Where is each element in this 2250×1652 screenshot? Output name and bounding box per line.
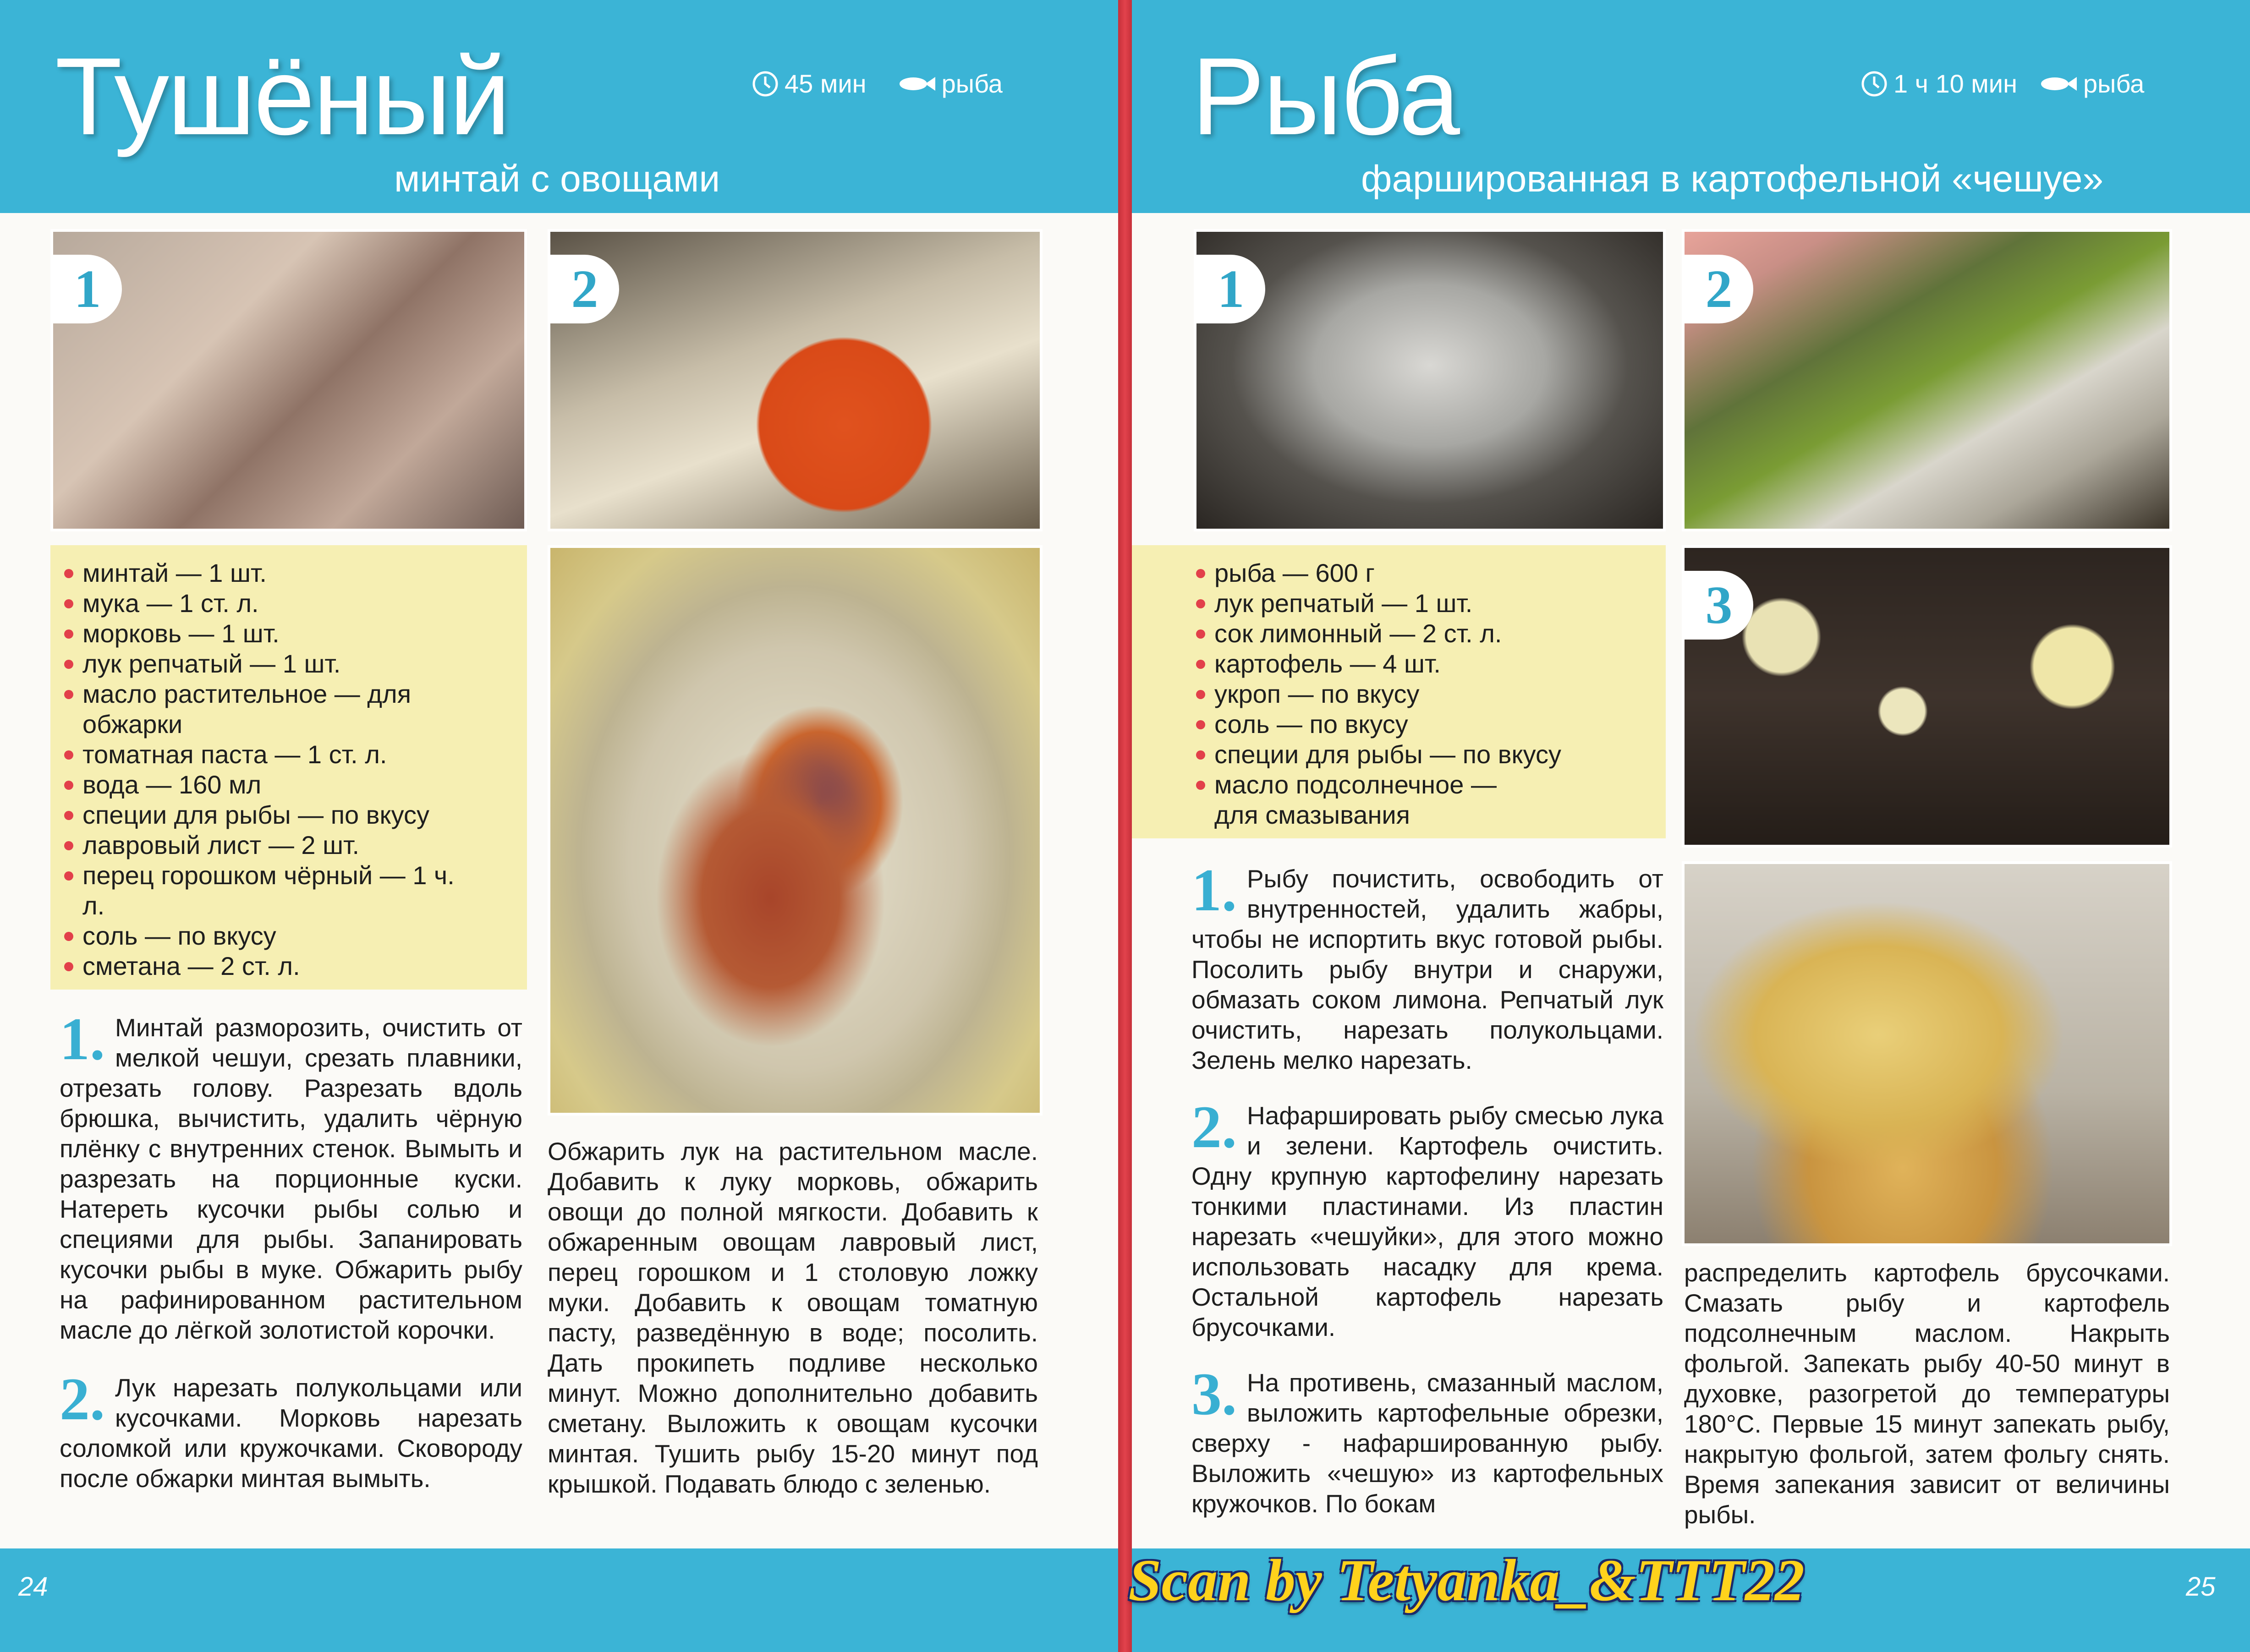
recipe-subtitle: фаршированная в картофельной «чешуе»: [1361, 158, 2104, 200]
step-1-paragraph: [1191, 856, 1663, 1075]
left-steps: [60, 1005, 522, 1493]
step-2-badge: 2: [550, 255, 619, 323]
step-2-number: 2.: [1191, 1093, 1237, 1160]
step-3-photo: [1682, 545, 2172, 848]
ingredient-item: сок лимонный — 2 ст. л.: [1191, 618, 1666, 649]
recipe-title: Рыба: [1191, 35, 1459, 158]
ingredient-item: сметана — 2 ст. л.: [60, 951, 518, 981]
recipe-subtitle: минтай с овощами: [394, 158, 720, 200]
ingredient-item: минтай — 1 шт.: [60, 558, 518, 588]
step-1-photo: [50, 229, 527, 531]
clock-icon: [1860, 70, 1888, 98]
ingredient-item: морковь — 1 шт.: [60, 618, 518, 649]
book-spine: [1118, 0, 1132, 1652]
step-2-paragraph: [60, 1365, 522, 1493]
step-1-badge: 1: [53, 255, 122, 323]
ingredient-item: масло растительное — для обжарки: [60, 679, 458, 739]
step-2-badge: 2: [1685, 255, 1753, 323]
step-2-number: 2.: [60, 1365, 105, 1433]
ingredient-item: лук репчатый — 1 шт.: [1191, 588, 1666, 618]
page-number: 24: [18, 1572, 48, 1602]
category-label: рыба: [2083, 69, 2145, 98]
ingredient-item: лук репчатый — 1 шт.: [60, 649, 518, 679]
cooking-time: 1 ч 10 мин: [1893, 69, 2017, 98]
ingredient-item: соль — по вкусу: [1191, 709, 1666, 739]
right-header: [1132, 0, 2250, 213]
step-1-number: 1.: [60, 1005, 105, 1072]
step-2-photo: [548, 229, 1043, 531]
right-page: [1132, 0, 2250, 1652]
fish-icon: [2036, 72, 2078, 95]
ingredient-item: специи для рыбы — по вкусу: [1191, 739, 1666, 770]
step-1-photo: [1194, 229, 1666, 531]
clock-icon: [752, 70, 779, 98]
ingredient-item: масло подсолнечное — для смазывания: [1191, 770, 1535, 830]
right-continuation: распределить картофель брусочками. Смазать рыбу и картофель подсолнечным маслом. Накрыть фольгой. Запекать рыбу 40-50 минут в духовке, разогретой до температуры 180°С. Первые 15 минут запекать рыбу, накрытую фольгой, затем фольгу снять. Время запекания зависит от величины рыбы.: [1684, 1258, 2170, 1529]
step-3-number: 3.: [1191, 1360, 1237, 1428]
ingredient-item: вода — 160 мл: [60, 770, 518, 800]
step-1-paragraph: [60, 1005, 522, 1345]
step-2-photo: [1682, 229, 2172, 531]
step-3-text: На противень, смазанный маслом, выложить картофельные обрезки, сверху - нафаршированную рыбу. Выложить «чешую» из картофельных кружочков. По бокам: [1191, 1368, 1663, 1518]
step-1-number: 1.: [1191, 856, 1237, 924]
ingredients-list: [1191, 558, 1666, 830]
left-header: [0, 0, 1118, 213]
ingredient-item: картофель — 4 шт.: [1191, 649, 1666, 679]
page-number: 25: [2186, 1572, 2216, 1602]
recipe-meta: [752, 69, 1003, 98]
left-page: [0, 0, 1118, 1652]
left-footer: [0, 1548, 1118, 1652]
right-steps: [1191, 856, 1663, 1519]
recipe-title: Тушёный: [55, 35, 509, 158]
step-1-text: Минтай разморозить, очистить от мелкой чешуи, срезать плавники, отрезать голову. Разрезать вдоль брюшка, вычистить, удалить чёрную плёнку с внутренних стенок. Вымыть и разрезать на порционные куски. Натереть кусочки рыбы солью и специями для рыбы. Запанировать кусочки рыбы в муке. Обжарить рыбу на рафинированном растительном масле до лёгкой золотистой корочки.: [60, 1013, 522, 1344]
step-2-paragraph: [1191, 1093, 1663, 1342]
fish-icon: [895, 72, 936, 95]
step-3-badge: 3: [1685, 571, 1753, 640]
ingredients-list: [60, 558, 518, 981]
ingredient-item: специи для рыбы — по вкусу: [60, 800, 518, 830]
ingredient-item: мука — 1 ст. л.: [60, 588, 518, 618]
ingredients-box: [1132, 545, 1666, 838]
step-1-text: Рыбу почистить, освободить от внутренностей, удалить жабры, чтобы не испортить вкус готовой рыбы. Посолить рыбу внутри и снаружи, обмазать соком лимона. Репчатый лук очистить, нарезать полукольцами. Зелень мелко нарезать.: [1191, 864, 1663, 1074]
step-2-text: Нафаршировать рыбу смесью лука и зелени. Картофель очистить. Одну крупную картофелину нарезать тонкими пластинами. Из пластин нарезать «чешуйки», для этого можно использовать насадку для крема. Остальной картофель нарезать брусочками.: [1191, 1101, 1663, 1341]
category-label: рыба: [941, 69, 1003, 98]
step-2-text: Лук нарезать полукольцами или кусочками. Морковь нарезать соломкой или кружочками. Сковороду после обжарки минтая вымыть.: [60, 1373, 522, 1493]
step-3-paragraph: [1191, 1360, 1663, 1519]
ingredient-item: соль — по вкусу: [60, 921, 518, 951]
finished-dish-photo: [1682, 861, 2172, 1246]
recipe-meta: [1860, 69, 2144, 98]
scan-credit: Scan by Tetyanka_&TTT22: [1128, 1548, 1805, 1614]
ingredient-item: томатная паста — 1 ст. л.: [60, 739, 518, 770]
ingredient-item: рыба — 600 г: [1191, 558, 1666, 588]
finished-dish-photo: [548, 545, 1043, 1116]
ingredient-item: перец горошком чёрный — 1 ч. л.: [60, 860, 467, 921]
ingredient-item: укроп — по вкусу: [1191, 679, 1666, 709]
left-continuation: Обжарить лук на растительном масле. Добавить к луку морковь, обжарить овощи до полной мягкости. Добавить к обжаренным овощам лавровый лист, перец горошком и 1 столовую ложку муки. Добавить к овощам томатную пасту, разведённую в воде; посолить. Дать прокипеть подливе несколько минут. Можно дополнительно добавить сметану. Выложить к овощам кусочки минтая. Тушить рыбу 15-20 минут под крышкой. Подавать блюдо с зеленью.: [548, 1137, 1038, 1498]
cooking-time: 45 мин: [785, 69, 867, 98]
ingredient-item: лавровый лист — 2 шт.: [60, 830, 518, 860]
ingredients-box: [50, 545, 527, 990]
step-1-badge: 1: [1196, 255, 1265, 323]
